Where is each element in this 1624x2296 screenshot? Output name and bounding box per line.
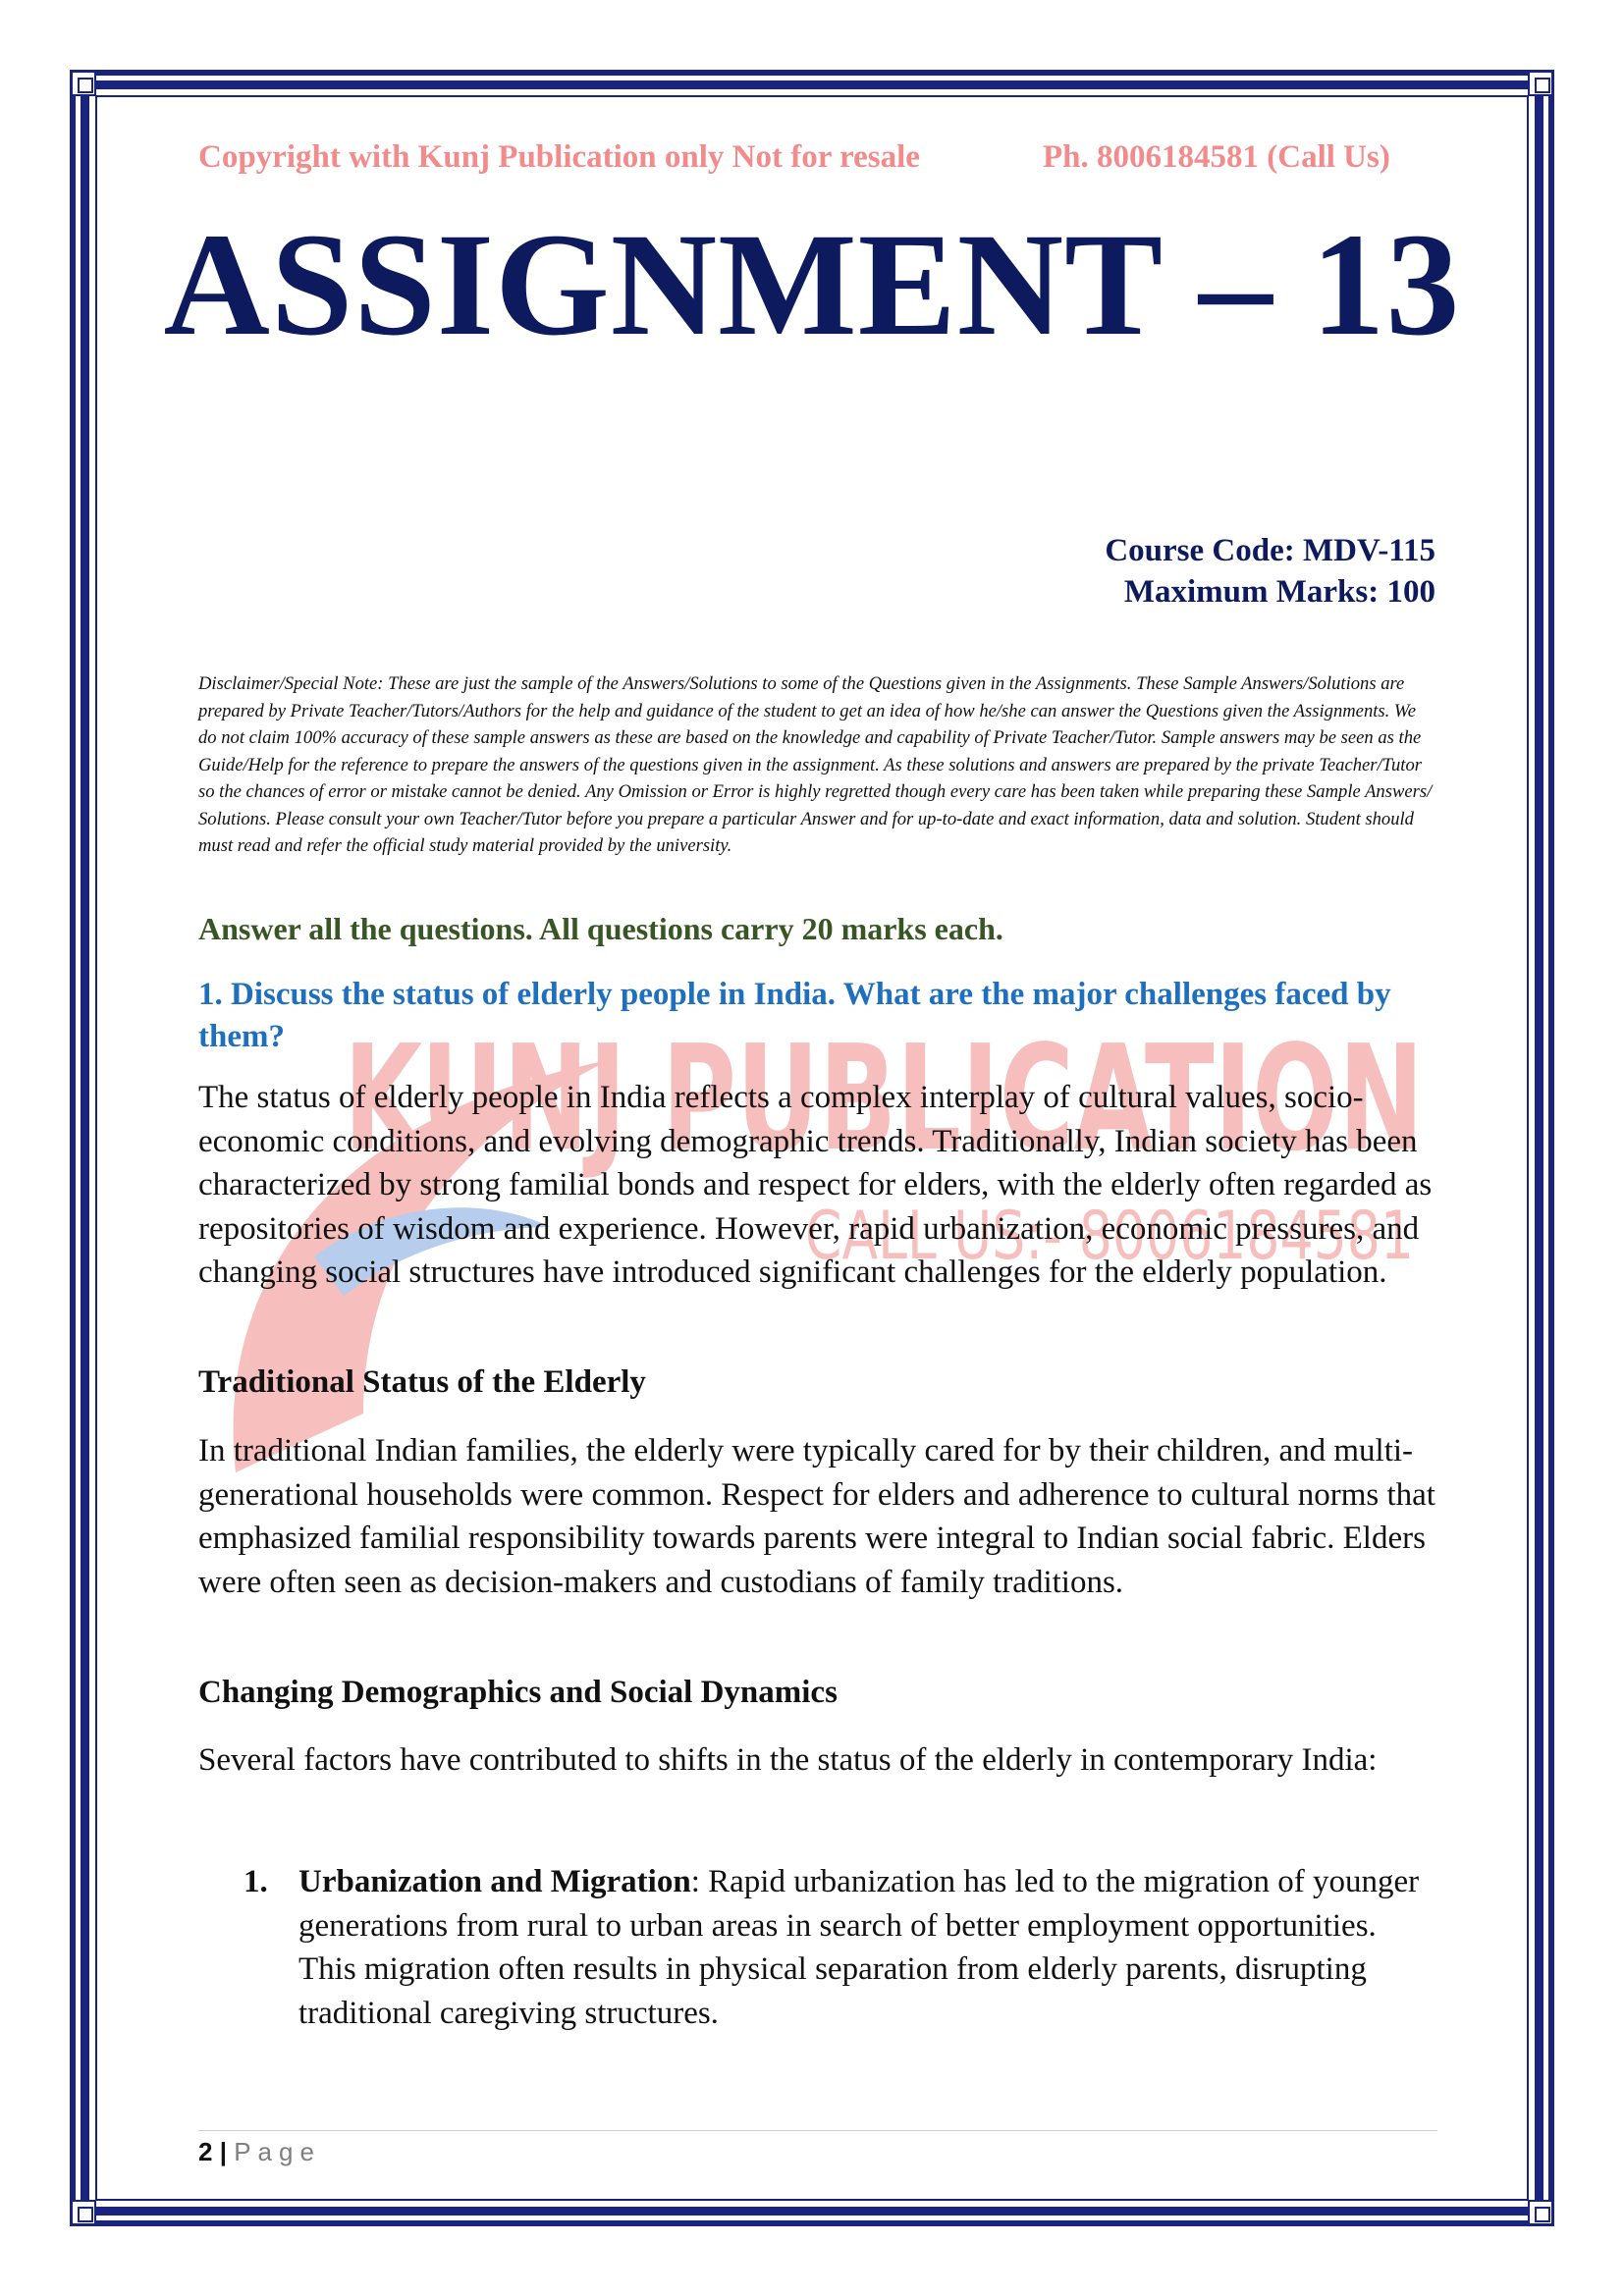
page-label: Page	[234, 2137, 321, 2166]
assignment-title: ASSIGNMENT – 13	[163, 203, 1461, 366]
question-1: 1. Discuss the status of elderly people in India. What are the major challenges faced by them?	[198, 977, 1391, 1054]
footer-divider	[198, 2130, 1437, 2131]
footer-separator: |	[212, 2137, 235, 2166]
page-number: 2	[198, 2137, 213, 2166]
list-item-text: : Rapid urbanization has led to the migration of younger generations from rural to urban areas in search of better employment opportunities. This migration often results in physical separation from elderly parents, disrupting traditional caregiving structures.	[298, 1864, 1420, 2031]
intro-paragraph: The status of elderly people in India reflects a complex interplay of cultural values, socio-economic conditions, and evolving demographic trends. Traditionally, Indian society has been characterized by strong familial bonds and respect for elders, with the elderly often regarded as repositories of wisdom and experience. However, rapid urbanization, economic pressures, and changing social structures have introduced significant challenges for the elderly population.	[198, 1080, 1433, 1290]
corner-ornament-top-right	[1528, 71, 1553, 96]
watermark-call: CALL US:- 8006184581	[805, 1198, 1414, 1275]
watermark-name: KUNJ PUBLICATION	[344, 1014, 1424, 1183]
page-footer	[198, 2137, 321, 2167]
corner-ornament-top-left	[71, 71, 96, 96]
list-item	[244, 1860, 1437, 2035]
section-paragraph-changing: Several factors have contributed to shifts in the status of the elderly in contemporary India:	[198, 1742, 1378, 1778]
list-item-number: 1.	[244, 1864, 268, 1899]
copyright-text: Copyright with Kunj Publication only Not for resale	[198, 139, 920, 175]
list-item-body	[298, 1860, 1437, 2035]
section-paragraph-traditional: In traditional Indian families, the elderly were typically cared for by their children, and multi-generational households were common. Respect for elders and adherence to cultural norms that emphasized familial responsibility towards parents were integral to Indian social fabric. Elders were often seen as decision-makers and custodians of family traditions.	[198, 1433, 1435, 1600]
list-item-term: Urbanization and Migration	[298, 1864, 691, 1899]
maximum-marks: Maximum Marks: 100	[1123, 574, 1435, 610]
copyright-line	[198, 139, 1437, 176]
section-heading-changing: Changing Demographics and Social Dynamics	[198, 1675, 838, 1710]
course-info	[1105, 530, 1435, 613]
course-code: Course Code: MDV-115	[1105, 533, 1435, 568]
phone-number: Ph. 8006184581 (Call Us)	[1043, 139, 1390, 175]
section-heading-traditional: Traditional Status of the Elderly	[198, 1364, 646, 1400]
disclaimer-note: Disclaimer/Special Note: These are just the sample of the Answers/Solutions to some of the Questions given in the Assignments. These Sample Answers/Solutions are prepared by Private Teacher/Tutors/Authors for the help and guidance of the student to get an idea of how he/she can answer the Questions given the Assignments. We do not claim 100% accuracy of these sample answers as these are based on the knowledge and capability of Private Teacher/Tutor. Sample answers may be seen as the Guide/Help for the reference to prepare the answers of the questions given in the assignment. As these solutions and answers are prepared by the private Teacher/Tutor so the chances of error or mistake cannot be denied. Any Omission or Error is highly regretted though every care has been taken while preparing these Sample Answers/ Solutions. Please consult your own Teacher/Tutor before you prepare a particular Answer and for up-to-date and exact information, data and solution. Student should must read and refer the official study material provided by the university.	[198, 673, 1433, 856]
instruction-text: Answer all the questions. All questions carry 20 marks each.	[198, 911, 1003, 946]
corner-ornament-bottom-left	[71, 2200, 96, 2225]
corner-ornament-bottom-right	[1528, 2200, 1553, 2225]
